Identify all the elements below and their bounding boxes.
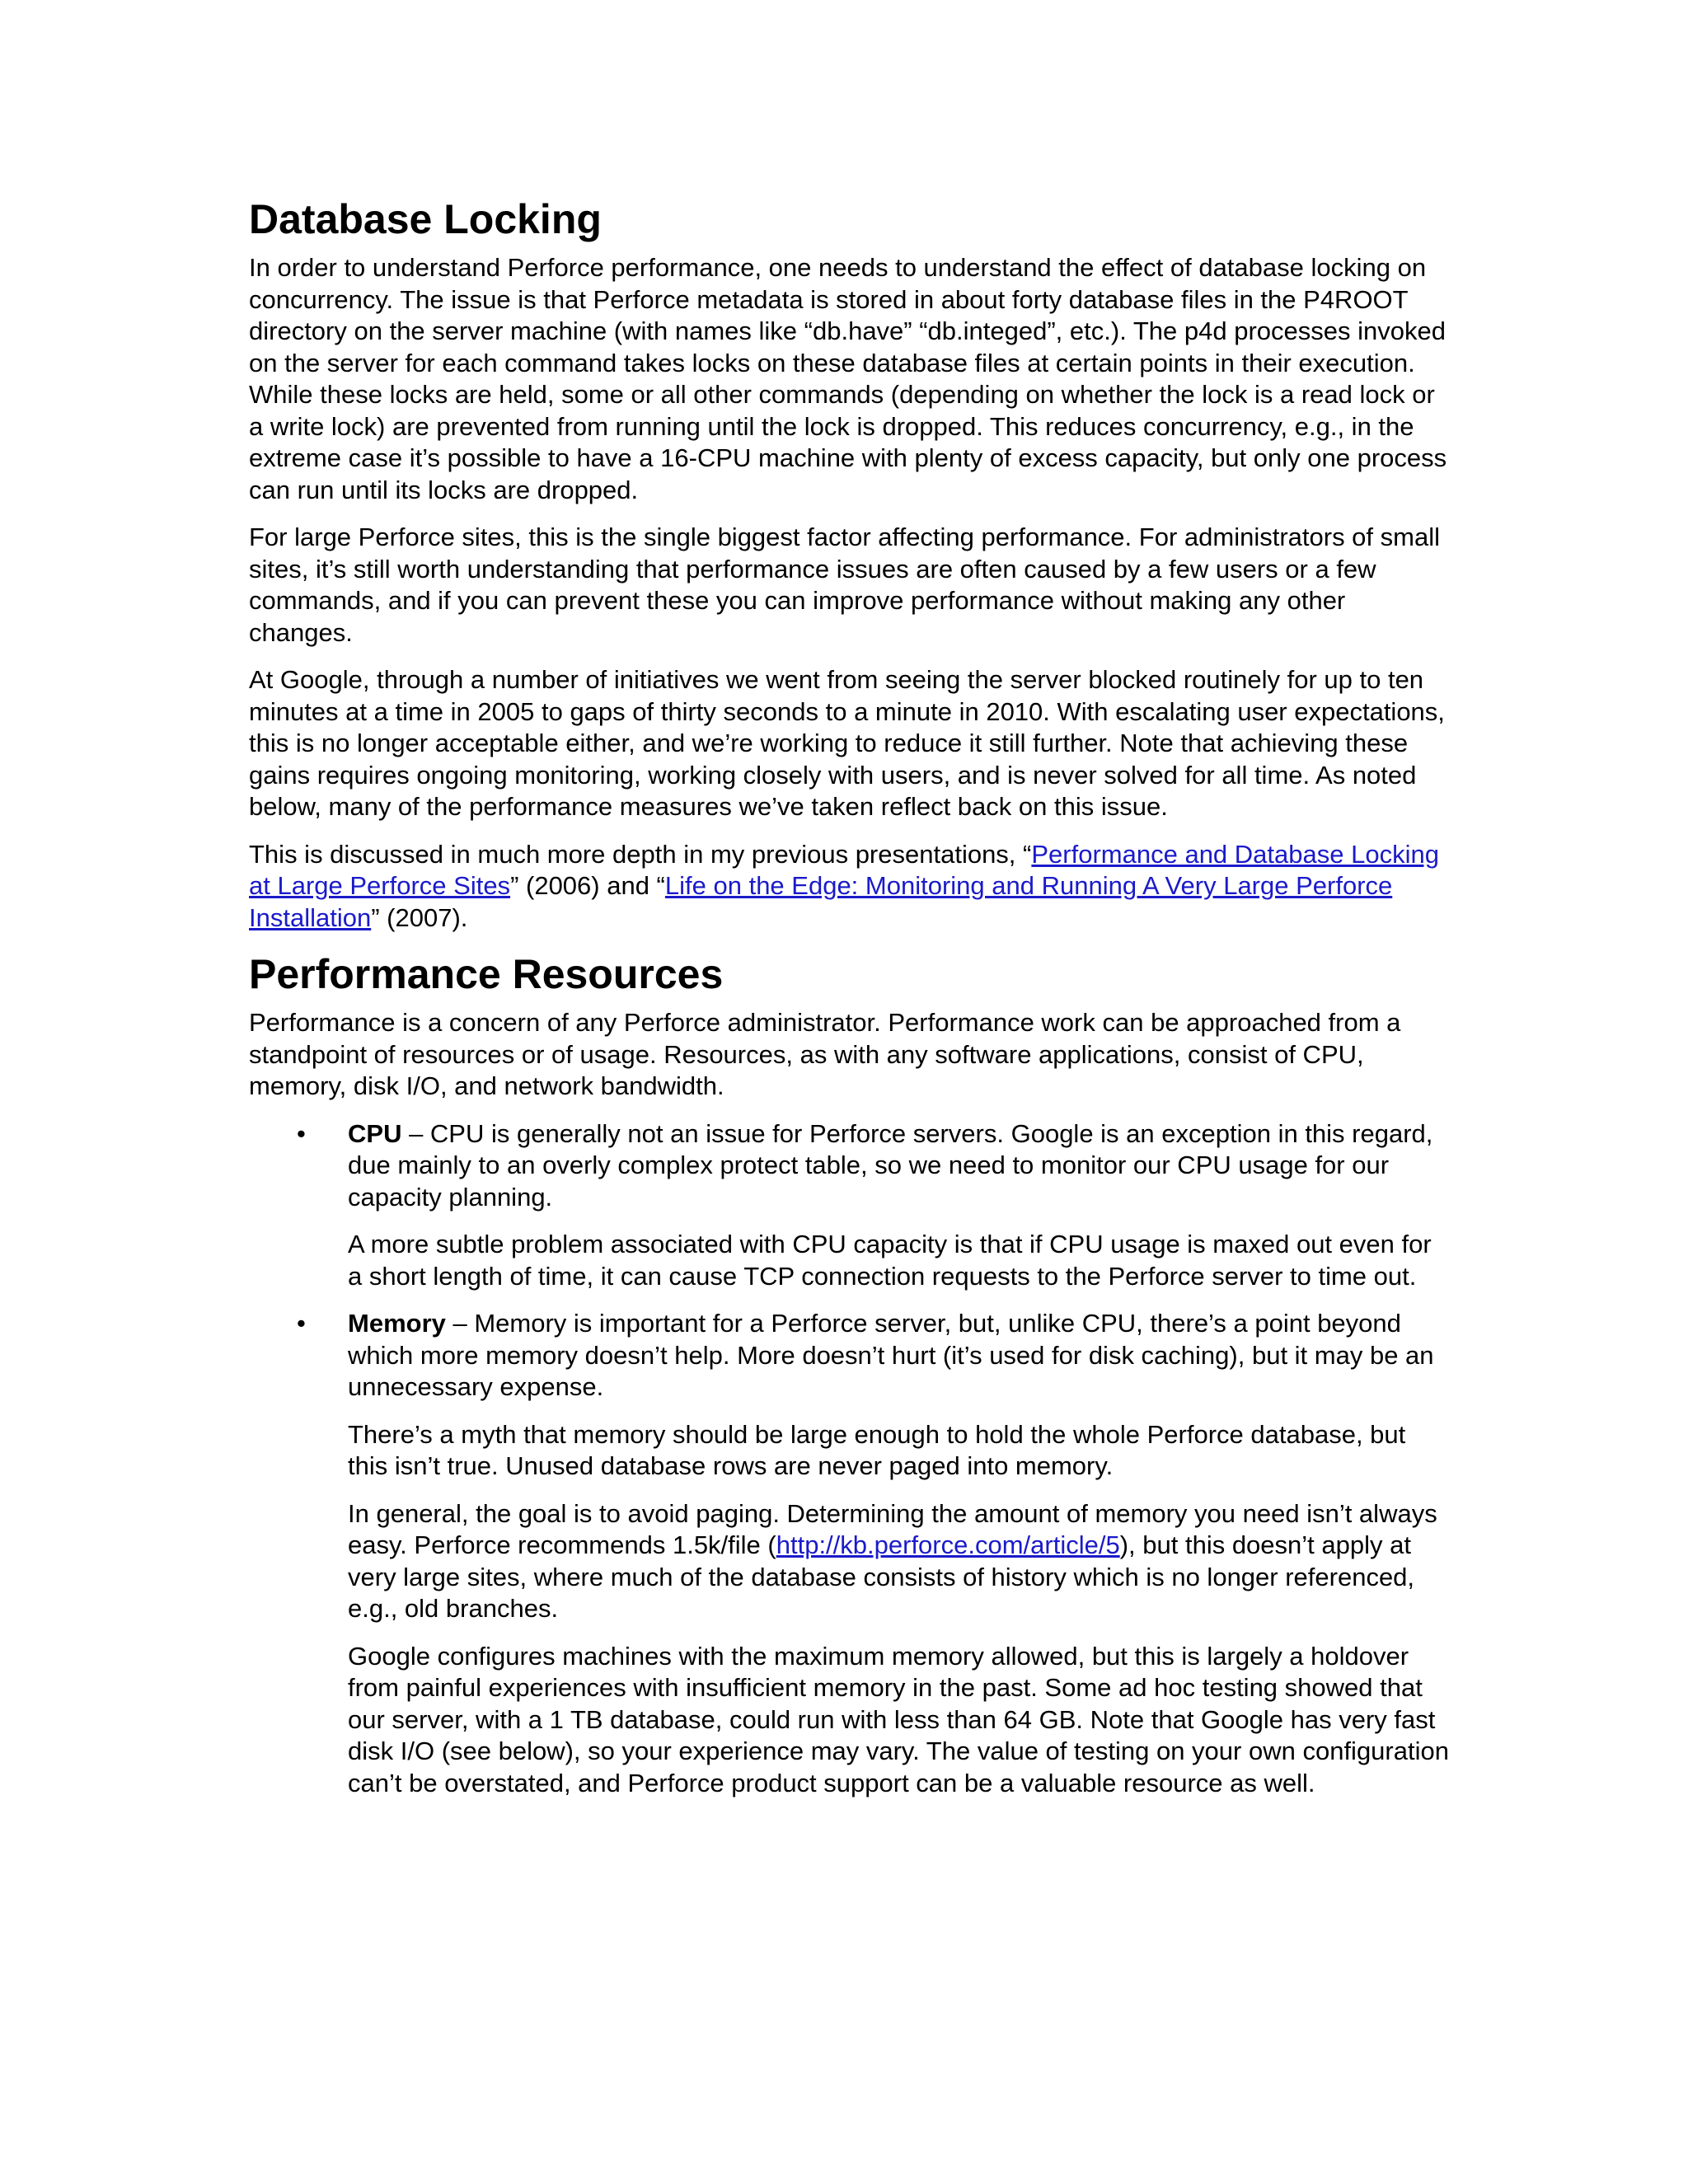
paragraph-locking-intro: In order to understand Perforce performance, one needs to understand the effect of database locking on concurrency. The issue is that Perforce metadata is stored in about forty database files in the P4ROOT directory on the server machine (with names like “db.have” “db.integed”, etc.). The p4d processes invoked on the server for each command takes locks on these database files at certain points in their execution. While these locks are held, some or all other commands (depending on whether the lock is a read lock or a write lock) are prevented from running until the lock is dropped. This reduces concurrency, e.g., in the extreme case it’s possible to have a 16-CPU machine with plenty of excess capacity, but only one process can run until its locks are dropped. bbox=[249, 253, 1447, 504]
paragraph-previous-presentations bbox=[249, 839, 1452, 935]
text-span: – Memory is important for a Perforce server, but, unlike CPU, there’s a point beyond which more memory doesn’t help. More doesn’t hurt (it’s used for disk caching), but it may be an unnecessary expense. bbox=[348, 1309, 1434, 1401]
heading-database-locking: Database Locking bbox=[249, 196, 602, 242]
term-memory: Memory bbox=[348, 1309, 446, 1338]
bullet-memory bbox=[249, 1308, 1452, 1799]
bullet-dot-icon: • bbox=[297, 1309, 306, 1338]
text-span: In general, the goal is to avoid paging. Determining the amount of memory you need isn’t always easy. Perforce recommends 1.5k/file ( bbox=[348, 1498, 1437, 1559]
text-span: ” (2006) and “ bbox=[510, 871, 665, 900]
paragraph-cpu bbox=[348, 1118, 1452, 1214]
link-kb-article[interactable]: http://kb.perforce.com/article/5 bbox=[776, 1530, 1120, 1559]
paragraph-memory-paging bbox=[348, 1498, 1452, 1625]
paragraph-google-initiatives: At Google, through a number of initiatives we went from seeing the server blocked routinely for up to ten minutes at a time in 2005 to gaps of thirty seconds to a minute in 2010. With escalating user expectations, this is no longer acceptable either, and we’re working to reduce it still further. Note that achieving these gains requires ongoing monitoring, working closely with users, and is never solved for all time. As noted below, many of the performance measures we’ve taken reflect back on this issue. bbox=[249, 665, 1445, 821]
resources-bullet-list bbox=[249, 1118, 1452, 1800]
term-cpu: CPU bbox=[348, 1118, 402, 1148]
paragraph-memory-myth: There’s a myth that memory should be large enough to hold the whole Perforce database, but this isn’t true. Unused database rows are never paged into memory. bbox=[348, 1419, 1406, 1480]
paragraph-resources-intro: Performance is a concern of any Perforce administrator. Performance work can be approached from a standpoint of resources or of usage. Resources, as with any software applications, consist of CPU, memory, disk I/O, and network bandwidth. bbox=[249, 1008, 1401, 1100]
paragraph-large-sites: For large Perforce sites, this is the single biggest factor affecting performance. For administrators of small sites, it’s still worth understanding that performance issues are often caused by a few users or a few commands, and if you can prevent these you can improve performance without making any other changes. bbox=[249, 523, 1440, 647]
paragraph-cpu-subtle: A more subtle problem associated with CPU capacity is that if CPU usage is maxed out even for a short length of time, it can cause TCP connection requests to the Perforce server to time out. bbox=[348, 1230, 1432, 1291]
paragraph-memory-google: Google configures machines with the maximum memory allowed, but this is largely a holdover from painful experiences with insufficient memory in the past. Some ad hoc testing showed that our server, with a 1 TB database, could run with less than 64 GB. Note that Google has very fast disk I/O (see below), so your experience may vary. The value of testing on your own configuration can’t be overstated, and Perforce product support can be a valuable resource as well. bbox=[348, 1641, 1449, 1797]
text-span: ), but this doesn’t apply at very large sites, where much of the database consists of history which is no longer referenced, e.g., old branches. bbox=[348, 1530, 1415, 1623]
bullet-cpu bbox=[249, 1118, 1452, 1293]
link-life-on-the-edge[interactable]: Life on the Edge: Monitoring and Running A Very Large Perforce Installation bbox=[249, 871, 1393, 932]
paragraph-memory bbox=[348, 1308, 1452, 1404]
bullet-dot-icon: • bbox=[297, 1118, 306, 1148]
heading-performance-resources: Performance Resources bbox=[249, 951, 724, 997]
text-span: – CPU is generally not an issue for Perforce servers. Google is an exception in this regard, due mainly to an overly complex protect table, so we need to monitor our CPU usage for our capacity planning. bbox=[348, 1118, 1433, 1212]
text-column bbox=[249, 194, 1452, 1815]
link-performance-database-locking[interactable]: Performance and Database Locking at Large Perforce Sites bbox=[249, 839, 1439, 900]
text-span: ” (2007). bbox=[371, 902, 468, 932]
text-span: This is discussed in much more depth in my previous presentations, “ bbox=[249, 839, 1032, 869]
